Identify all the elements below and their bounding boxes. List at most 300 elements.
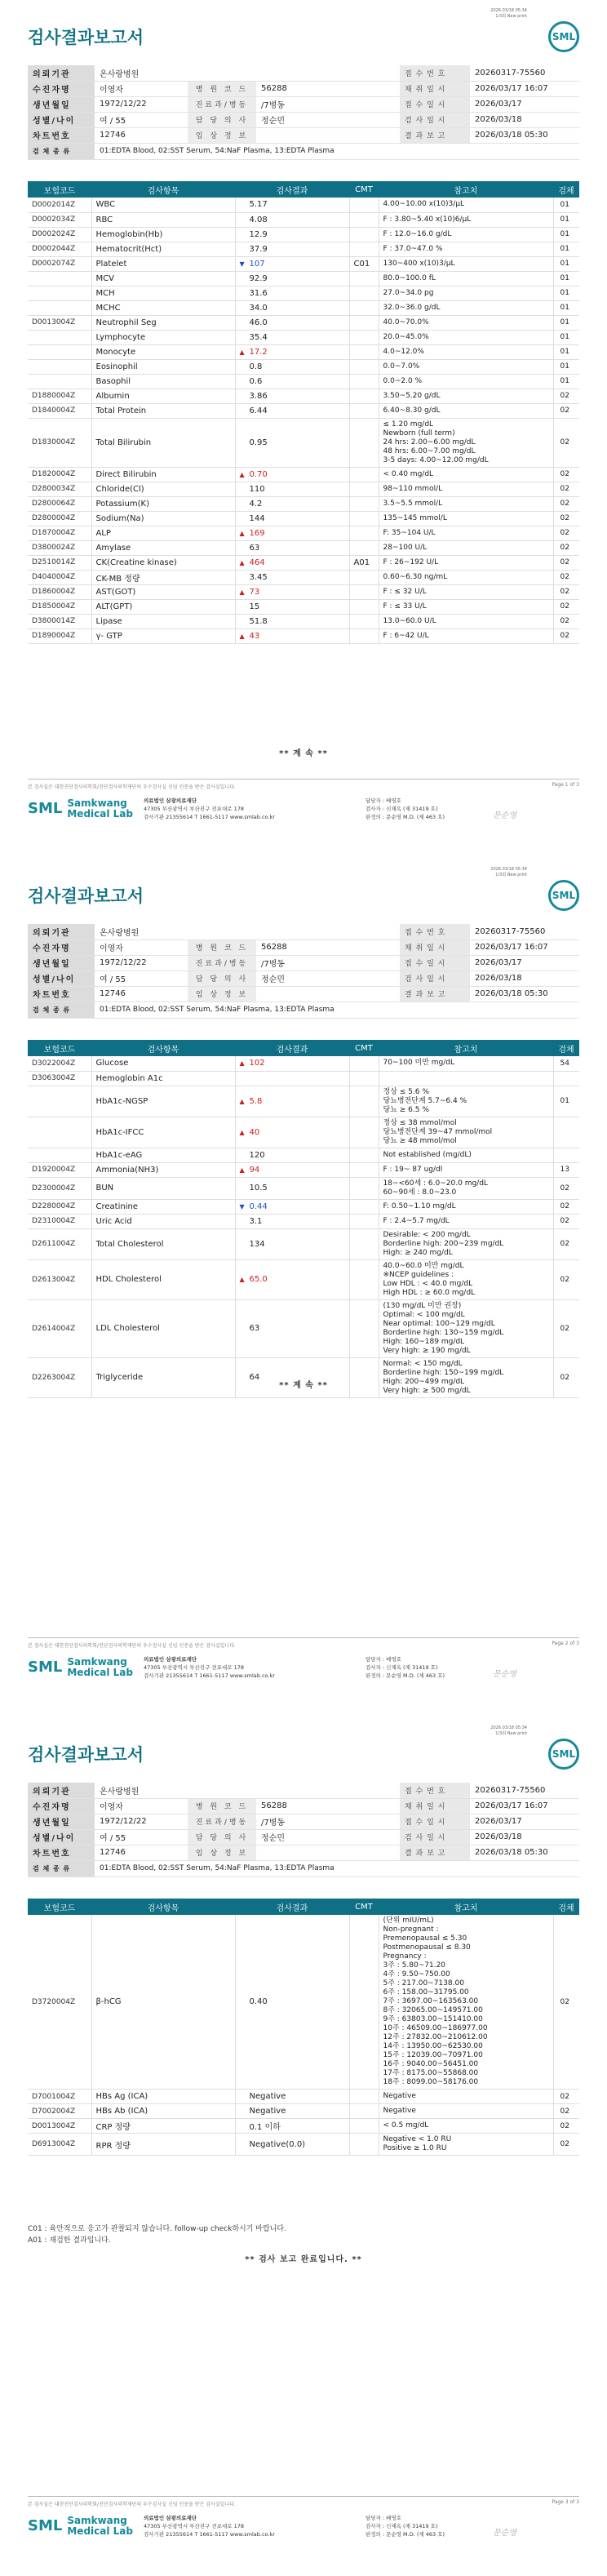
reference-range-cell: 4.0~12.0%	[379, 344, 553, 359]
result-cell	[235, 1228, 349, 1259]
reference-range-cell: Negative	[379, 2104, 553, 2119]
footer-disclaimer: 본 검사실은 대한진단검사의학회/진단검사의학재단의 우수검사실 신임 인증을 받은 검사실입니다.	[28, 2496, 579, 2507]
table-row	[28, 315, 579, 330]
comment-code-cell	[349, 614, 379, 628]
reference-range-cell: < 0.5 mg/dL	[379, 2119, 553, 2134]
result-cell	[235, 300, 349, 315]
comment-code-cell	[349, 227, 379, 242]
insurance-code-cell	[28, 300, 91, 315]
table-row	[28, 614, 579, 628]
insurance-code-cell: D0002044Z	[28, 242, 91, 256]
report-page-3	[0, 1717, 607, 2576]
report-title: 검사결과보고서	[28, 1745, 144, 1765]
results-table-page-1: 보험코드 검사항목 검사결과 CMT 참고치 검체 D0002014Z WBC 5.17 4.00~10.00 x(10)3/μL 01 D0002034Z RBC 4.08 F : 3.80~5.40 x(10)6/μL 01 D0002024Z Hemoglobin(Hb) 12.9 F : 12.0~16.0 g/dL 01 D0002044Z Hematocrit(Hct) 37.9 F : 37.0~47.0 % 01 D0002074Z Platelet ▼ 107 C01 130~400 x(10)3/μL 01 MCV 92.9 80.0~100.0 fL 01 MCH 31.6 27.0~34.0 pg 01 MCHC 34.0 32.0~36.0 g/dL 01 D0013004Z Neutrophil Seg 46.0 40.0~70.0% 01 Lymphocyte 35.4 20.0~45.0% 01 Monocyte ▲ 17.2 4.0~12.0% 01 Eosinophil 0.8 0.0~7.0% 01 Basophil 0.6 0.0~2.0 % 01 D1880004Z Albumin 3.86 3.50~5.20 g/dL 02 D1840004Z Total Protein 6.44 6.40~8.30 g/dL 02 D1830004Z Total Bilirubin 0.95 ≤ 1.20 mg/dL Newborn (full term) 24 hrs: 2.00~6.00 mg/dL 48 hrs: 6.00~7.00 mg/dL 3-5 days: 4.00~12.00 mg/dL 02 D1820004Z Direct Bilirubin ▲ 0.70 < 0.40 mg/dL 02 D2800034Z Chloride(Cl) 110 98~110 mmol/L 02 D2800064Z Potassium(K) 4.2 3.5~5.5 mmol/L 02 D2800004Z Sodium(Na) 144 135~145 mmol/L 02 D1870004Z ALP ▲ 169 F: 35~104 U/L 02 D3800024Z Amylase 63 28~100 U/L 02 D2510014Z CK(Creatine kinase) ▲ 464 A01 F : 26~192 U/L 02 D4040004Z CK-MB 정량 3.45 0.60~6.30 ng/mL 02 D1860004Z AST(GOT) ▲ 73 F : ≤ 32 U/L 02 D1850004Z ALT(GPT) 15 F : ≤ 33 U/L 02 D3800014Z Lipase 51.8 13.0~60.0 U/L 02 D1890004Z γ- GTP ▲ 43 F : 6~42 U/L 02	[28, 181, 579, 644]
table-row	[28, 1071, 579, 1086]
results-table-page-3: 보험코드 검사항목 검사결과 CMT 참고치 검체 D3720004Z β-hCG 0.40 (단위 mIU/mL) Non-pregnant : Premenopausal ≤ 5.30 Postmenopausal ≤ 8.30 Pregnancy : 3주 : 5.80~71.20 4주 : 9.50~750.00 5주 : 217.00~7138.00 6주 : 158.00~31795.00 7주 : 3697.00~163563.00 8주 : 32065.00~149571.00 9주 : 63803.00~151410.00 10주 : 46509.00~186977.00 12주 : 27832.00~210612.00 14주 : 13950.00~62530.00 15주 : 12039.00~70971.00 16주 : 9040.00~56451.00 17주 : 8175.00~55868.00 18주 : 8099.00~58176.00 02 D7001004Z HBs Ag (ICA) Negative Negative 02 D7002004Z HBs Ab (ICA) Negative Negative 02 D0013004Z CRP 정량 0.1 이하 < 0.5 mg/dL 02 D6913004Z RPR 정량 Negative(0.0) Negative < 1.0 RU Positive ≥ 1.0 RU 02	[28, 1899, 579, 2156]
footer: SML Samkwang Medical Lab 의료법인 삼광의료재단 47305 부산광역시 부산진구 전포대로 178 검사기관 21355614 T 1661-5117 www.smlab.co.kr 담당자 : 배영호 검사자 : 신재옥 (제 31419 호) 판정의 : 문순영 M.D. (제 463 호) 문순영	[28, 2515, 516, 2538]
report-title: 검사결과보고서	[28, 28, 144, 47]
result-value: 34.0	[249, 303, 268, 313]
insurance-code-cell: D4040004Z	[28, 570, 91, 584]
sample-type-cell: 02	[553, 1915, 579, 2090]
result-value: 64	[249, 1373, 260, 1382]
result-value: 4.2	[249, 499, 263, 509]
test-item-cell: Uric Acid	[91, 1214, 235, 1228]
insurance-code-cell	[28, 1117, 91, 1148]
sample-type-cell: 02	[553, 2119, 579, 2134]
test-item-cell: Glucose	[91, 1056, 235, 1071]
report-title: 검사결과보고서	[28, 886, 144, 906]
insurance-code-cell: D0002024Z	[28, 227, 91, 242]
reference-range-cell: 20.0~45.0%	[379, 330, 553, 344]
footer-logo-icon: SML	[28, 800, 63, 817]
note-c01: C01 : 육안적으로 응고가 관찰되지 않습니다. follow-up check하시기 바랍니다.	[28, 2225, 286, 2233]
insurance-code-cell: D0013004Z	[28, 2119, 91, 2134]
comment-code-cell	[349, 403, 379, 418]
table-row	[28, 628, 579, 643]
insurance-code-cell: D3063004Z	[28, 1071, 91, 1086]
insurance-code-cell: D0002074Z	[28, 256, 91, 271]
table-row	[28, 584, 579, 599]
comment-code-cell	[349, 344, 379, 359]
result-cell	[235, 614, 349, 628]
comment-notes	[28, 2223, 579, 2266]
comment-code-cell	[349, 599, 379, 614]
sample-type-cell: 01	[553, 374, 579, 389]
insurance-code-cell	[28, 1086, 91, 1117]
sample-type-cell: 02	[553, 2134, 579, 2156]
test-item-cell: Platelet	[91, 256, 235, 271]
test-item-cell: Chloride(Cl)	[91, 482, 235, 496]
sample-type-cell: 02	[553, 540, 579, 555]
sample-type-cell: 02	[553, 2090, 579, 2104]
test-item-cell: HDL Cholesterol	[91, 1259, 235, 1299]
test-item-cell: HbA1c-IFCC	[91, 1117, 235, 1148]
result-value: Negative	[249, 2092, 286, 2101]
sample-type-cell: 02	[553, 2104, 579, 2119]
reference-range-cell: Negative < 1.0 RU Positive ≥ 1.0 RU	[379, 2134, 553, 2156]
result-cell	[235, 315, 349, 330]
result-value: 110	[249, 484, 265, 494]
test-item-cell: Amylase	[91, 540, 235, 555]
table-row	[28, 344, 579, 359]
insurance-code-cell: D1850004Z	[28, 599, 91, 614]
comment-code-cell	[349, 359, 379, 374]
print-info: 2026.03/18 05:34 1/3회 New print	[490, 8, 527, 19]
insurance-code-cell	[28, 271, 91, 286]
result-cell	[235, 555, 349, 570]
insurance-code-cell	[28, 1148, 91, 1162]
table-row	[28, 2134, 579, 2156]
result-value: 73	[249, 587, 260, 597]
test-item-cell: Sodium(Na)	[91, 511, 235, 526]
signature: 문순영	[493, 2529, 516, 2538]
result-cell	[235, 496, 349, 511]
test-item-cell: Ammonia(NH3)	[91, 1162, 235, 1177]
test-item-cell: MCH	[91, 286, 235, 300]
reference-range-cell: F : ≤ 32 U/L	[379, 584, 553, 599]
test-item-cell: Potassium(K)	[91, 496, 235, 511]
table-row	[28, 1148, 579, 1162]
result-cell	[235, 1259, 349, 1299]
footer-disclaimer: 본 검사실은 대한진단검사의학회/진단검사의학재단의 우수검사실 신임 인증을 받은 검사실입니다.	[28, 779, 579, 790]
result-value: 169	[249, 528, 265, 538]
test-item-cell: MCHC	[91, 300, 235, 315]
comment-code-cell	[349, 511, 379, 526]
sample-type-cell: 02	[553, 1357, 579, 1397]
comment-code-cell	[349, 1259, 379, 1299]
high-flag-icon: ▲	[239, 632, 245, 640]
comment-code-cell	[349, 1299, 379, 1357]
insurance-code-cell: D1890004Z	[28, 628, 91, 643]
comment-code-cell	[349, 271, 379, 286]
comment-code-cell	[349, 286, 379, 300]
sample-type-cell: 02	[553, 1228, 579, 1259]
sample-type-cell: 01	[553, 286, 579, 300]
result-value: 43	[249, 631, 260, 641]
test-item-cell: RBC	[91, 212, 235, 227]
reference-range-cell: (130 mg/dL 미만 권장) Optimal: < 100 mg/dL Near optimal: 100~129 mg/dL Borderline high: 130~159 mg/dL High: 160~189 mg/dL Very high: ≥ 190 mg/dL	[379, 1299, 553, 1357]
sample-type-cell: 02	[553, 496, 579, 511]
reference-range-cell: 4.00~10.00 x(10)3/μL	[379, 198, 553, 212]
comment-code-cell	[349, 418, 379, 467]
reference-range-cell: 80.0~100.0 fL	[379, 271, 553, 286]
comment-code-cell	[349, 584, 379, 599]
insurance-code-cell: D1860004Z	[28, 584, 91, 599]
insurance-code-cell: D1840004Z	[28, 403, 91, 418]
result-value: 3.45	[249, 572, 268, 582]
reference-range-cell: F : 2.4~5.7 mg/dL	[379, 1214, 553, 1228]
test-item-cell: CRP 정량	[91, 2119, 235, 2134]
insurance-code-cell	[28, 359, 91, 374]
result-cell	[235, 467, 349, 482]
reference-range-cell: 6.40~8.30 g/dL	[379, 403, 553, 418]
table-row	[28, 256, 579, 271]
report-page-2	[0, 859, 607, 1717]
report-page-1	[0, 0, 607, 859]
sample-type-cell: 02	[553, 389, 579, 403]
reference-range-cell: 40.0~70.0%	[379, 315, 553, 330]
page-number: Page 2 of 3	[552, 1641, 579, 1646]
table-row	[28, 374, 579, 389]
test-item-cell: Hematocrit(Hct)	[91, 242, 235, 256]
sml-logo: SML	[548, 21, 579, 52]
test-item-cell: Direct Bilirubin	[91, 467, 235, 482]
sample-type-cell: 02	[553, 1259, 579, 1299]
result-cell	[235, 286, 349, 300]
comment-code-cell: A01	[349, 555, 379, 570]
comment-code-cell	[349, 2090, 379, 2104]
sample-type-cell: 13	[553, 1162, 579, 1177]
comment-code-cell	[349, 2104, 379, 2119]
comment-code-cell	[349, 1228, 379, 1259]
footer: SML Samkwang Medical Lab 의료법인 삼광의료재단 47305 부산광역시 부산진구 전포대로 178 검사기관 21355614 T 1661-5117 www.smlab.co.kr 담당자 : 배영호 검사자 : 신재옥 (제 31419 호) 판정의 : 문순영 M.D. (제 463 호) 문순영	[28, 1656, 516, 1679]
print-info: 2026.03/18 05:34 1/3회 New print	[490, 867, 527, 877]
table-row	[28, 2119, 579, 2134]
comment-code-cell	[349, 300, 379, 315]
comment-code-cell	[349, 1056, 379, 1071]
table-row	[28, 286, 579, 300]
result-cell	[235, 256, 349, 271]
result-cell	[235, 584, 349, 599]
comment-code-cell	[349, 540, 379, 555]
comment-code-cell	[349, 1162, 379, 1177]
result-value: 0.1 이하	[249, 2123, 281, 2132]
sample-type-cell: 01	[553, 242, 579, 256]
result-value: 37.9	[249, 244, 268, 254]
reference-range-cell: F : 26~192 U/L	[379, 555, 553, 570]
result-cell	[235, 482, 349, 496]
test-item-cell: Hemoglobin(Hb)	[91, 227, 235, 242]
reference-range-cell: F : ≤ 33 U/L	[379, 599, 553, 614]
comment-code-cell	[349, 242, 379, 256]
test-item-cell: CK-MB 정량	[91, 570, 235, 584]
reference-range-cell: F : 12.0~16.0 g/dL	[379, 227, 553, 242]
reference-range-cell: 28~100 U/L	[379, 540, 553, 555]
low-flag-icon: ▼	[239, 1202, 245, 1210]
table-row	[28, 1056, 579, 1071]
table-row	[28, 403, 579, 418]
sample-type-cell: 02	[553, 570, 579, 584]
result-value: 134	[249, 1239, 265, 1249]
table-row	[28, 570, 579, 584]
insurance-code-cell: D2263004Z	[28, 1357, 91, 1397]
test-item-cell: CK(Creatine kinase)	[91, 555, 235, 570]
test-item-cell: Total Protein	[91, 403, 235, 418]
comment-code-cell	[349, 496, 379, 511]
comment-code-cell	[349, 1086, 379, 1117]
result-cell	[235, 198, 349, 212]
insurance-code-cell: D2800064Z	[28, 496, 91, 511]
result-value: 31.6	[249, 288, 268, 298]
test-item-cell: Total Cholesterol	[91, 1228, 235, 1259]
high-flag-icon: ▲	[239, 348, 245, 356]
insurance-code-cell: D1880004Z	[28, 389, 91, 403]
insurance-code-cell: D0002034Z	[28, 212, 91, 227]
insurance-code-cell: D7002004Z	[28, 2104, 91, 2119]
result-cell	[235, 2104, 349, 2119]
test-item-cell: Lipase	[91, 614, 235, 628]
comment-code-cell	[349, 374, 379, 389]
reference-range-cell: 0.0~7.0%	[379, 359, 553, 374]
reference-range-cell: 98~110 mmol/L	[379, 482, 553, 496]
high-flag-icon: ▲	[239, 470, 245, 478]
footer: SML Samkwang Medical Lab 의료법인 삼광의료재단 47305 부산광역시 부산진구 전포대로 178 검사기관 21355614 T 1661-5117 www.smlab.co.kr 담당자 : 배영호 검사자 : 신재옥 (제 31419 호) 판정의 : 문순영 M.D. (제 463 호) 문순영	[28, 797, 516, 820]
high-flag-icon: ▲	[239, 1097, 245, 1105]
insurance-code-cell: D7001004Z	[28, 2090, 91, 2104]
result-value: 51.8	[249, 616, 268, 626]
test-item-cell: Hemoglobin A1c	[91, 1071, 235, 1086]
result-value: 0.40	[249, 1997, 268, 2006]
reference-range-cell: 135~145 mmol/L	[379, 511, 553, 526]
high-flag-icon: ▲	[239, 558, 245, 566]
signature: 문순영	[493, 1670, 516, 1679]
result-value: 5.8	[249, 1096, 263, 1106]
result-cell	[235, 242, 349, 256]
sample-type-cell: 01	[553, 315, 579, 330]
reference-range-cell: F: 0.50~1.10 mg/dL	[379, 1199, 553, 1214]
insurance-code-cell: D2300004Z	[28, 1177, 91, 1199]
table-row	[28, 482, 579, 496]
sample-type-cell: 01	[553, 300, 579, 315]
reference-range-cell: 70~100 미만 mg/dL	[379, 1056, 553, 1071]
comment-code-cell	[349, 1915, 379, 2090]
sample-type-cell: 01	[553, 1086, 579, 1117]
table-row	[28, 599, 579, 614]
reference-range-cell: 정상 ≤ 38 mmol/mol 당뇨병전단계 39~47 mmol/mol 당뇨 ≥ 48 mmol/mol	[379, 1117, 553, 1148]
test-item-cell: Creatinine	[91, 1199, 235, 1214]
insurance-code-cell: D2280004Z	[28, 1199, 91, 1214]
sample-type-cell: 02	[553, 599, 579, 614]
reference-range-cell: F : 37.0~47.0 %	[379, 242, 553, 256]
table-row	[28, 1117, 579, 1148]
page-number: Page 1 of 3	[552, 782, 579, 788]
table-row	[28, 389, 579, 403]
table-row	[28, 1259, 579, 1299]
insurance-code-cell: D1920004Z	[28, 1162, 91, 1177]
test-item-cell: ALT(GPT)	[91, 599, 235, 614]
footer-logo-icon: SML	[28, 1659, 63, 1676]
comment-code-cell	[349, 389, 379, 403]
test-item-cell: Total Bilirubin	[91, 418, 235, 467]
comment-code-cell	[349, 1177, 379, 1199]
result-value: 10.5	[249, 1184, 268, 1193]
reference-range-cell: Normal: < 150 mg/dL Borderline high: 150~199 mg/dL High: 200~499 mg/dL Very high: ≥ 500 mg/dL	[379, 1357, 553, 1397]
reference-range-cell: 27.0~34.0 pg	[379, 286, 553, 300]
sample-type-cell	[553, 1148, 579, 1162]
result-cell	[235, 1214, 349, 1228]
insurance-code-cell: D1870004Z	[28, 526, 91, 540]
result-value: 3.1	[249, 1216, 263, 1226]
result-value: 0.8	[249, 362, 263, 371]
reference-range-cell: Not established (mg/dL)	[379, 1148, 553, 1162]
result-cell	[235, 359, 349, 374]
test-item-cell: Basophil	[91, 374, 235, 389]
result-cell	[235, 1148, 349, 1162]
sample-type-cell: 02	[553, 555, 579, 570]
footer-logo-icon: SML	[28, 2517, 63, 2534]
table-row	[28, 227, 579, 242]
table-row	[28, 242, 579, 256]
result-cell	[235, 1199, 349, 1214]
reference-range-cell: F : 6~42 U/L	[379, 628, 553, 643]
result-cell	[235, 2119, 349, 2134]
sample-type-cell: 02	[553, 1177, 579, 1199]
result-value: 4.08	[249, 215, 268, 224]
sample-type-cell: 02	[553, 526, 579, 540]
comment-code-cell	[349, 315, 379, 330]
sample-type-cell: 02	[553, 467, 579, 482]
table-row	[28, 1177, 579, 1199]
table-row	[28, 540, 579, 555]
high-flag-icon: ▲	[239, 588, 245, 596]
page-number: Page 3 of 3	[552, 2499, 579, 2505]
result-value: 144	[249, 513, 265, 523]
reference-range-cell: 13.0~60.0 U/L	[379, 614, 553, 628]
result-cell	[235, 1117, 349, 1148]
comment-code-cell	[349, 2119, 379, 2134]
result-cell	[235, 526, 349, 540]
test-item-cell: β-hCG	[91, 1915, 235, 2090]
reference-range-cell: 32.0~36.0 g/dL	[379, 300, 553, 315]
sample-type-cell: 01	[553, 359, 579, 374]
result-value: 17.2	[249, 347, 268, 357]
high-flag-icon: ▲	[239, 529, 245, 537]
sml-logo: SML	[548, 1739, 579, 1770]
result-cell	[235, 599, 349, 614]
result-cell	[235, 1162, 349, 1177]
reference-range-cell: < 0.40 mg/dL	[379, 467, 553, 482]
result-value: 63	[249, 543, 260, 553]
comment-code-cell	[349, 570, 379, 584]
test-item-cell: ALP	[91, 526, 235, 540]
insurance-code-cell: D3720004Z	[28, 1915, 91, 2090]
insurance-code-cell: D1820004Z	[28, 467, 91, 482]
insurance-code-cell: D6913004Z	[28, 2134, 91, 2156]
result-cell	[235, 1086, 349, 1117]
insurance-code-cell: D0002014Z	[28, 198, 91, 212]
reference-range-cell: 18~<60세 : 6.0~20.0 mg/dL 60~90세 : 8.0~23.0	[379, 1177, 553, 1199]
insurance-code-cell	[28, 344, 91, 359]
result-value: 40	[249, 1127, 260, 1137]
result-value: 12.9	[249, 229, 268, 239]
table-row	[28, 2104, 579, 2119]
reference-range-cell: 0.0~2.0 %	[379, 374, 553, 389]
result-cell	[235, 344, 349, 359]
reference-range-cell	[379, 1071, 553, 1086]
low-flag-icon: ▼	[239, 260, 245, 268]
sample-type-cell: 02	[553, 1199, 579, 1214]
result-value: 0.44	[249, 1201, 268, 1211]
table-row	[28, 1199, 579, 1214]
high-flag-icon: ▲	[239, 1059, 245, 1068]
insurance-code-cell	[28, 330, 91, 344]
result-cell	[235, 227, 349, 242]
comment-code-cell: C01	[349, 256, 379, 271]
reference-range-cell: (단위 mIU/mL) Non-pregnant : Premenopausal ≤ 5.30 Postmenopausal ≤ 8.30 Pregnancy : 3주 : 5.80~71.20 4주 : 9.50~750.00 5주 : 217.00~7138.00 6주 : 158.00~31795.00 7주 : 3697.00~163563.00 8주 : 32065.00~149571.00 9주 : 63803.00~151410.00 10주 : 46509.00~186977.00 12주 : 27832.00~210612.00 14주 : 13950.00~62530.00 15주 : 12039.00~70971.00 16주 : 9040.00~56451.00 17주 : 8175.00~55868.00 18주 : 8099.00~58176.00	[379, 1915, 553, 2090]
patient-info-table: 의뢰기관 온사랑병원 접 수 번 호 20260317-75560 수진자명 이영자 병 원 코 드 56288 채 취 일 시 2026/03/17 16:07 생년월일 1972/12/22 진료과/병동 /7병동 접 수 일 시 2026/03/17 성별/나이 여 / 55 담 당 의 사 정순민 검 사 일 시 2026/03/18 차트번호 12746 임 상 정 보 결 과 보 고 2026/03/18 05:30 검 체 종 류 01:EDTA Blood, 02:SST Serum, 54:NaF Plasma, 13:EDTA Plasma	[28, 1783, 579, 1877]
reference-range-cell: 정상 ≤ 5.6 % 당뇨병전단계 5.7~6.4 % 당뇨 ≥ 6.5 %	[379, 1086, 553, 1117]
reference-range-cell: 40.0~60.0 미만 mg/dL ※NCEP guidelines : Low HDL : < 40.0 mg/dL High HDL : ≥ 60.0 mg/dL	[379, 1259, 553, 1299]
insurance-code-cell: D2614004Z	[28, 1299, 91, 1357]
table-row	[28, 1915, 579, 2090]
comment-code-cell	[349, 482, 379, 496]
patient-info-table: 의뢰기관 온사랑병원 접 수 번 호 20260317-75560 수진자명 이영자 병 원 코 드 56288 채 취 일 시 2026/03/17 16:07 생년월일 1972/12/22 진료과/병동 /7병동 접 수 일 시 2026/03/17 성별/나이 여 / 55 담 당 의 사 정순민 검 사 일 시 2026/03/18 차트번호 12746 임 상 정 보 결 과 보 고 2026/03/18 05:30 검 체 종 류 01:EDTA Blood, 02:SST Serum, 54:NaF Plasma, 13:EDTA Plasma	[28, 924, 579, 1019]
test-item-cell: AST(GOT)	[91, 584, 235, 599]
table-row	[28, 1162, 579, 1177]
result-cell	[235, 418, 349, 467]
result-cell	[235, 2134, 349, 2156]
insurance-code-cell: D3800014Z	[28, 614, 91, 628]
reference-range-cell: 3.50~5.20 g/dL	[379, 389, 553, 403]
insurance-code-cell: D2613004Z	[28, 1259, 91, 1299]
result-cell	[235, 1299, 349, 1357]
insurance-code-cell: D1830004Z	[28, 418, 91, 467]
test-item-cell: γ- GTP	[91, 628, 235, 643]
comment-code-cell	[349, 1071, 379, 1086]
sample-type-cell: 01	[553, 271, 579, 286]
result-cell	[235, 540, 349, 555]
high-flag-icon: ▲	[239, 1276, 245, 1283]
patient-info-table: 의뢰기관 온사랑병원 접 수 번 호 20260317-75560 수진자명 이영자 병 원 코 드 56288 채 취 일 시 2026/03/17 16:07 생년월일 1972/12/22 진료과/병동 /7병동 접 수 일 시 2026/03/17 성별/나이 여 / 55 담 당 의 사 정순민 검 사 일 시 2026/03/18 차트번호 12746 임 상 정 보 결 과 보 고 2026/03/18 05:30 검 체 종 류 01:EDTA Blood, 02:SST Serum, 54:NaF Plasma, 13:EDTA Plasma	[28, 65, 579, 160]
sml-logo: SML	[548, 880, 579, 911]
table-row	[28, 359, 579, 374]
test-item-cell: Eosinophil	[91, 359, 235, 374]
test-item-cell: HbA1c-NGSP	[91, 1086, 235, 1117]
insurance-code-cell	[28, 374, 91, 389]
test-item-cell: MCV	[91, 271, 235, 286]
result-value: 3.86	[249, 391, 268, 401]
reference-range-cell: 0.60~6.30 ng/mL	[379, 570, 553, 584]
